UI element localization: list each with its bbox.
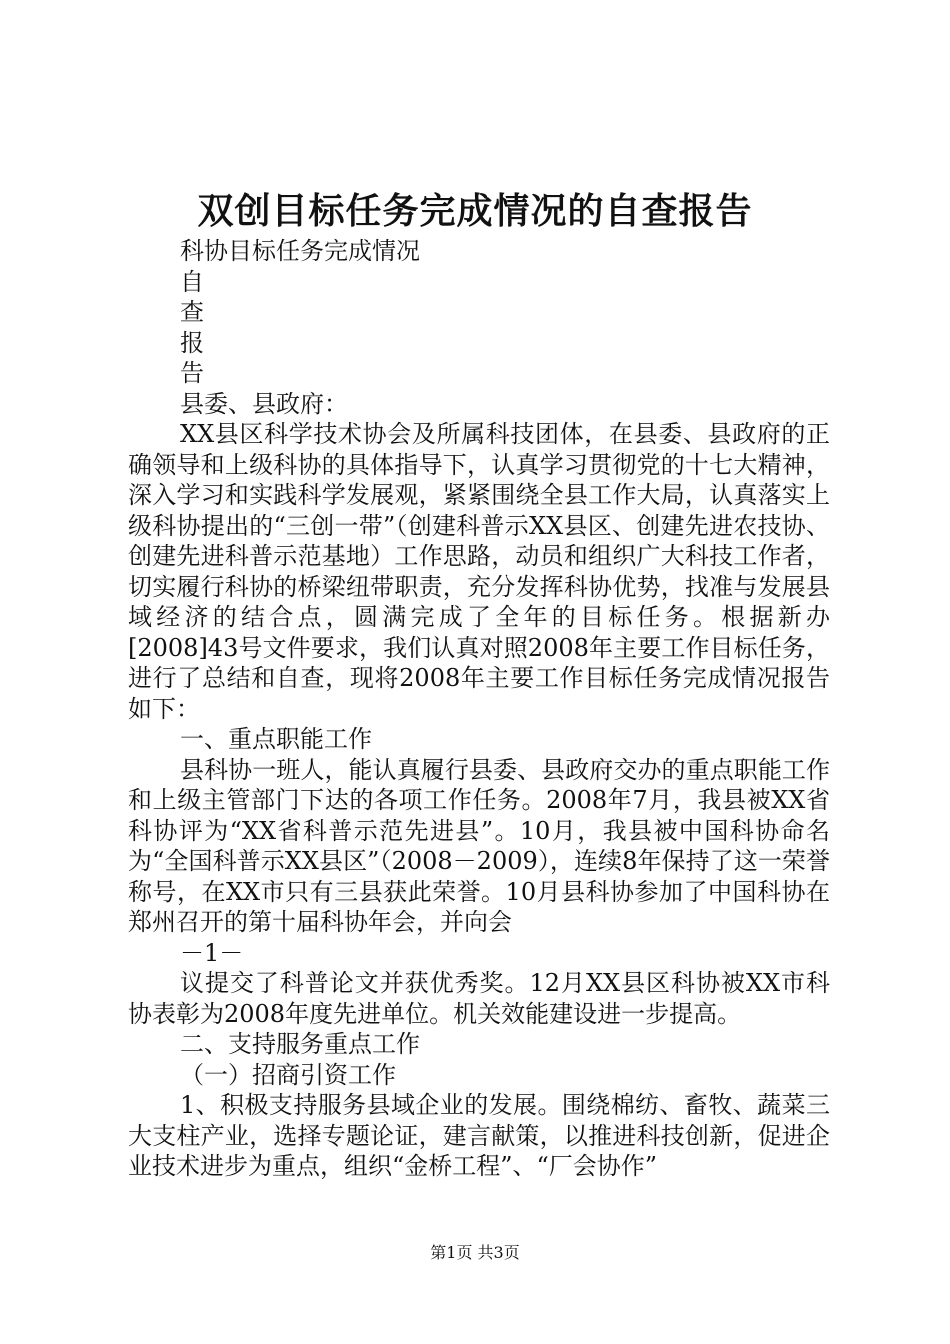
subsection-heading: （一）招商引资工作: [180, 1060, 396, 1089]
heading-line: 查: [180, 298, 204, 326]
page-footer: 第1页 共3页: [430, 1243, 520, 1262]
heading-line: 自: [180, 267, 204, 296]
paragraph: 议提交了科普论文并获优秀奖。12月XX县区科协被XX市科协表彰为2008年度先进单位。机关效能建设进一步提高。: [128, 969, 830, 1028]
document-body: [128, 236, 830, 1182]
heading-line: 告: [180, 359, 204, 387]
paragraph: 县科协一班人，能认真履行县委、县政府交办的重点职能工作和上级主管部门下达的各项工作任务。2008年7月，我县被XX省科协评为“XX省科普示范先进县”。10月，我县被中国科协命名为“全国科普示XX县区”（2008－2009），连续8年保持了这一荣誉称号，在XX市只有三县获此荣誉。10月县科协参加了中国科协在郑州召开的第十届科协年会，并向会: [128, 755, 830, 936]
page-marker: －1－: [180, 938, 244, 967]
heading-line: 科协目标任务完成情况: [180, 237, 420, 265]
paragraph: 1、积极支持服务县域企业的发展。围绕棉纺、畜牧、蔬菜三大支柱产业，选择专题论证，建言献策，以推进科技创新，促进企业技术进步为重点，组织“金桥工程”、“厂会协作”: [128, 1091, 830, 1180]
document-title: 双创目标任务完成情况的自查报告: [197, 191, 753, 232]
heading-line: 报: [180, 328, 204, 357]
section-heading: 一、重点职能工作: [180, 725, 372, 753]
paragraph: XX县区科学技术协会及所属科技团体，在县委、县政府的正确领导和上级科协的具体指导下，认真学习贯彻党的十七大精神，深入学习和实践科学发展观，紧紧围绕全县工作大局，认真落实上级科协提出的“三创一带”（创建科普示XX县区、创建先进农技协、创建先进科普示范基地）工作思路，动员和组织广大科技工作者，切实履行科协的桥梁纽带职责，充分发挥科协优势，找准与发展县域经济的结合点，圆满完成了全年的目标任务。根据新办[2008]43号文件要求，我们认真对照2008年主要工作目标任务，进行了总结和自查，现将2008年主要工作目标任务完成情况报告如下：: [128, 420, 830, 723]
salutation: 县委、县政府：: [180, 389, 348, 418]
section-heading: 二、支持服务重点工作: [180, 1030, 420, 1058]
